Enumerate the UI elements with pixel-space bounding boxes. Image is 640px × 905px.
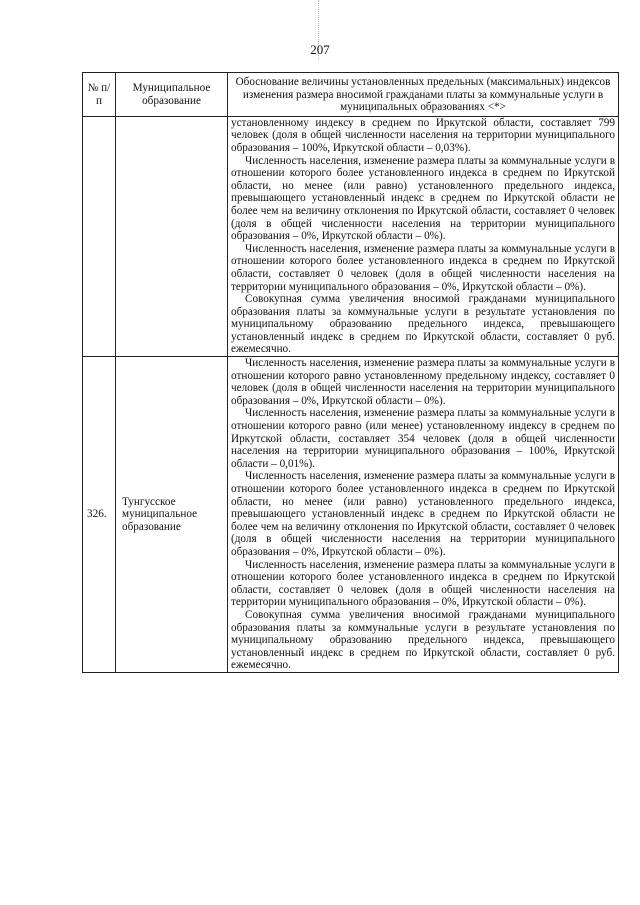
row2-municipality: Тунгусское муниципальное образование [116,357,228,673]
row1-municipality-cell [116,116,228,356]
row2-paragraph: Совокупная сумма увеличения вносимой гражданами муниципального образования платы за коммунальные услуги в результате установления по муниципальному образованию предельного индекса, превышающего установленный индекс в среднем по Иркутской области, составляет 0 руб. ежемесячно. [231,608,615,672]
row2-justification-cell [228,357,619,673]
header-municipality: Муниципальное образование [116,73,228,117]
row2-paragraph: Численность населения, изменение размера платы за коммунальные услуги в отношении которого равно установленному предельному индексу, составляет 0 человек (доля в общей численности населения на территории муниципального образования – 0%, Иркутской области – 0%). [231,357,615,407]
row2-number: 326. [83,357,116,673]
row2-paragraph: Численность населения, изменение размера платы за коммунальные услуги в отношении которого более установленного индекса в среднем по Иркутской области, составляет 0 человек (доля в общей численности населения на территории муниципального образования – 0%, Иркутской области – 0%). [231,558,615,609]
table-header-row [83,73,619,117]
table-row [83,357,619,673]
row2-paragraph: Численность населения, изменение размера платы за коммунальные услуги в отношении которого равно (или менее) установленному индексу в среднем по Иркутской области, составляет 354 человек (доля в общей численности населения на территории муниципального образования – 100%, Иркутской области – 0,01%). [231,407,615,470]
row1-number-cell [83,116,116,356]
row1-justification-cell [228,116,619,356]
justification-table [82,72,619,673]
row2-paragraph: Численность населения, изменение размера платы за коммунальные услуги в отношении которого более установленного индекса в среднем по Иркутской области, но менее (или равно) установленного предельного индекса, превышающего установленный индекс в среднем по Иркутской области не более чем на величину отклонения по Иркутской области, составляет 0 человек (доля в общей численности населения на территории муниципального образования – 0%, Иркутской области – 0%). [231,470,615,558]
row1-paragraph: Численность населения, изменение размера платы за коммунальные услуги в отношении которого более установленного индекса в среднем по Иркутской области, составляет 0 человек (доля в общей численности населения на территории муниципального образования – 0%, Иркутской области – 0%). [231,242,615,293]
header-number: № п/п [83,73,116,117]
header-justification: Обоснование величины установленных предельных (максимальных) индексов изменения размера вносимой гражданами платы за коммунальные услуги в муниципальных образованиях <*> [228,73,619,117]
row1-paragraph: Численность населения, изменение размера платы за коммунальные услуги в отношении которого более установленного индекса в среднем по Иркутской области, но менее (или равно) установленного предельного индекса, превышающего установленный индекс в среднем по Иркутской области не более чем на величину отклонения по Иркутской области, составляет 0 человек (доля в общей численности населения на территории муниципального образования – 0%, Иркутской области – 0%). [231,154,615,243]
page-number: 207 [310,42,330,57]
row1-paragraph: Совокупная сумма увеличения вносимой гражданами муниципального образования платы за коммунальные услуги в результате установления по муниципальному образованию предельного индекса, превышающего установленный индекс в среднем по Иркутской области, составляет 0 руб. ежемесячно. [231,293,615,356]
table-row [83,116,619,356]
row1-paragraph: установленному индексу в среднем по Иркутской области, составляет 799 человек (доля в общей численности населения на территории муниципального образования – 100%, Иркутской области – 0,03%). [231,116,615,154]
